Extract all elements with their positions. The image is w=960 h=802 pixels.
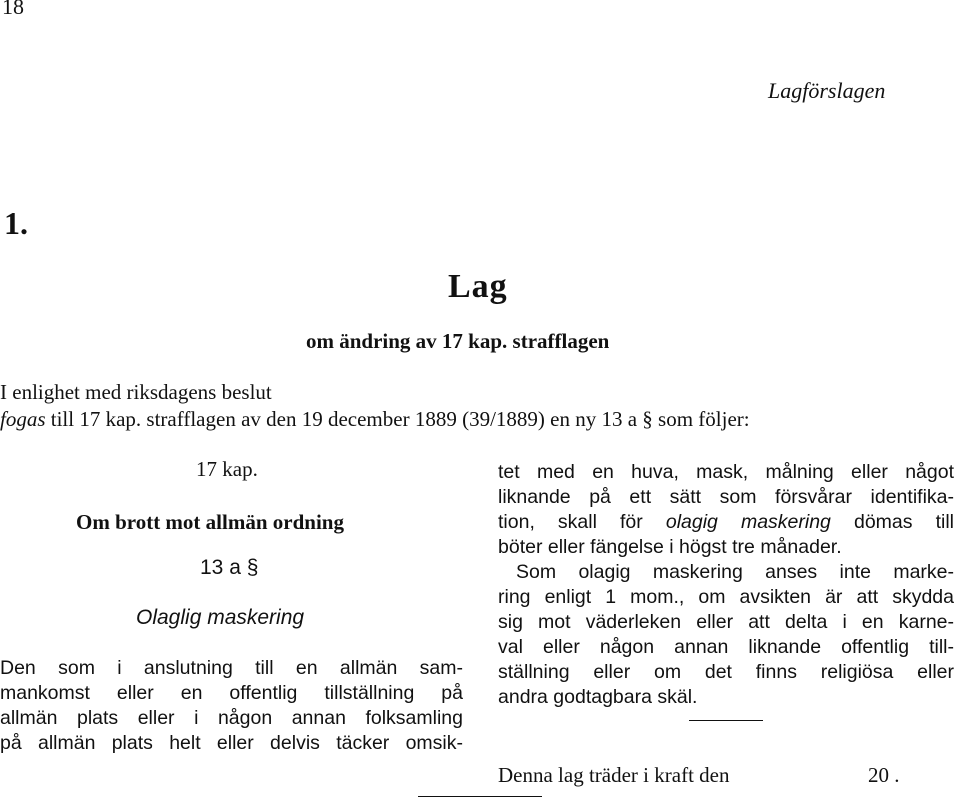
law-title: Lag [448, 268, 508, 305]
end-rule [418, 796, 542, 797]
section-number: 13 a § [200, 556, 259, 579]
section-divider [689, 720, 763, 721]
running-head: Lagförslagen [768, 78, 886, 103]
right-column-line: andra godtagbara skäl. [498, 686, 698, 708]
term-after: dömas till [830, 511, 955, 533]
left-column-line: mankomst eller en offentlig tillställning på [0, 682, 463, 704]
left-column [0, 656, 463, 756]
left-column-line: Den som i anslutning till en allmän sam- [0, 657, 463, 679]
page-number: 18 [2, 0, 24, 19]
intro-line-2-text: till 17 kap. strafflagen av den 19 december 1889 (39/1889) en ny 13 a § som följer: [45, 407, 750, 431]
right-column-line: val eller någon annan liknande offentlig till- [498, 636, 954, 658]
section-title: Olaglig maskering [136, 606, 305, 629]
chapter-heading: Om brott mot allmän ordning [76, 510, 344, 534]
law-number: 1. [4, 205, 28, 241]
right-column-line: tet med en huva, mask, målning eller något [498, 461, 954, 483]
law-subtitle: om ändring av 17 kap. strafflagen [306, 329, 610, 353]
left-column-line: på allmän plats helt eller delvis täcker omsik- [0, 732, 463, 754]
right-column-line: ring enligt 1 mom., om avsikten är att skydda [498, 586, 954, 608]
term-before: tion, skall för [498, 511, 666, 533]
right-column-line: Som olagig maskering anses inte marke- [516, 561, 954, 583]
right-column-line: böter eller fängelse i högst tre månader. [498, 536, 842, 558]
right-column-line: liknande på ett sätt som försvårar identifika- [498, 486, 954, 508]
intro-line-1: I enlighet med riksdagens beslut [0, 380, 272, 404]
right-column-line-term [498, 510, 954, 535]
intro-line-2 [0, 407, 750, 432]
right-column-line: sig mot väderleken eller att delta i en karne- [498, 611, 954, 633]
chapter-label: 17 kap. [196, 457, 258, 481]
term-olagig-maskering: olagig maskering [665, 511, 831, 533]
right-column-line: ställning eller om det finns religiösa eller [498, 661, 954, 683]
intro-fogas: fogas [0, 407, 46, 431]
closing-text: Denna lag träder i kraft den [498, 763, 730, 787]
closing-year: 20 . [868, 763, 900, 787]
left-column-line: allmän plats eller i någon annan folksamling [0, 707, 463, 729]
right-column [498, 460, 954, 710]
